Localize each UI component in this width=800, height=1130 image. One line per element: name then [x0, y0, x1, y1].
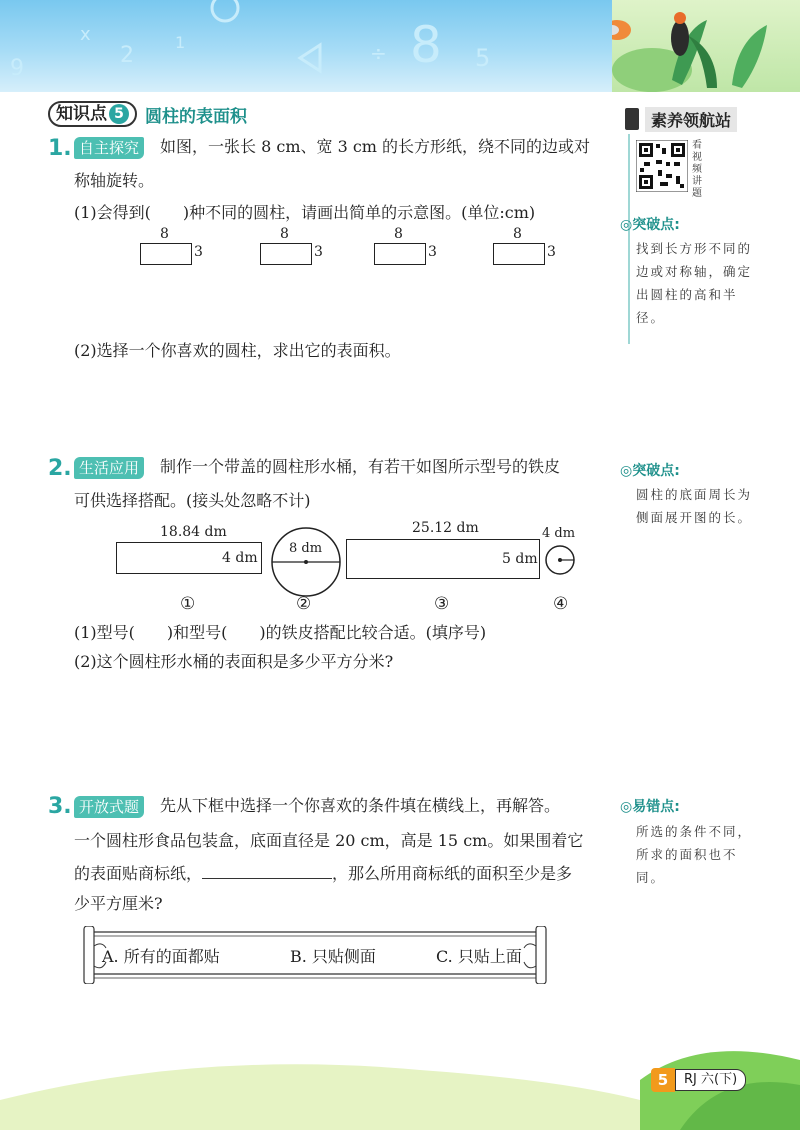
sheet-1-length-label: 18.84 dm: [160, 524, 227, 540]
question-1-number: 1.: [48, 136, 72, 161]
rect-width-label: 3: [194, 244, 203, 260]
knowledge-point-badge: [48, 101, 137, 127]
sheet-4-circle: [544, 544, 576, 576]
question-3-number: 3.: [48, 794, 72, 819]
question-3-line-3: [74, 862, 572, 885]
side-panel-title-text: 素养领航站: [645, 107, 737, 132]
page-number: 5: [651, 1068, 675, 1092]
note-head-3: ◎易错点:: [620, 799, 680, 815]
question-1-line-1: 如图，一张长 8 cm、宽 3 cm 的长方形纸，绕不同的边或对: [160, 137, 591, 156]
option-c[interactable]: C. 只贴上面: [436, 947, 522, 966]
question-2-sub-1: (1)型号( )和型号( )的铁皮搭配比较合适。(填序号): [74, 623, 487, 642]
rect-length-label: 8: [513, 226, 522, 242]
rect-width-label: 3: [428, 244, 437, 260]
sheet-1-width-label: 4 dm: [222, 550, 258, 566]
rect-length-label: 8: [280, 226, 289, 242]
note-text-2: 圆柱的底面周长为侧面展开图的长。: [636, 487, 753, 525]
deco-char: ÷: [370, 41, 387, 65]
question-3-line-3-start: 的表面贴商标纸，: [74, 864, 203, 883]
question-3-line-2: 一个圆柱形食品包装盒，底面直径是 20 cm，高是 15 cm。如果围着它: [74, 831, 584, 850]
marker-4: ④: [553, 594, 569, 614]
question-2-line-1: 制作一个带盖的圆柱形水桶，有若干如图所示型号的铁皮: [160, 457, 561, 476]
plant-illustration: [612, 0, 800, 92]
marker-2: ②: [296, 594, 312, 614]
knowledge-point-topic: 圆柱的表面积: [145, 106, 247, 127]
deco-char: 5: [475, 44, 491, 72]
rect-length-label: 8: [394, 226, 403, 242]
note-head-2: ◎突破点:: [620, 463, 680, 479]
question-2-tag: 生活应用: [74, 457, 144, 479]
rect-length-label: 8: [160, 226, 169, 242]
rect-width-label: 3: [314, 244, 323, 260]
knowledge-point-label: 知识点: [56, 104, 107, 124]
deco-char: 9: [10, 56, 24, 81]
note-head-1: ◎突破点:: [620, 217, 680, 233]
marker-3: ③: [434, 594, 450, 614]
deco-char: 8: [410, 16, 442, 74]
grade-label: RJ 六(下): [675, 1069, 746, 1091]
header-banner: [0, 0, 800, 92]
sheet-2-circle: [270, 526, 342, 598]
sheet-3-length-label: 25.12 dm: [412, 520, 479, 536]
question-3-tag: 开放式题: [74, 796, 144, 818]
qr-code-icon[interactable]: [636, 140, 688, 192]
option-a[interactable]: A. 所有的面都贴: [102, 947, 220, 966]
side-divider: [628, 134, 630, 344]
page-badge: [651, 1068, 746, 1092]
knowledge-point-number: 5: [109, 104, 129, 124]
deco-char: x: [80, 24, 91, 45]
question-2-number: 2.: [48, 456, 72, 481]
marker-1: ①: [180, 594, 196, 614]
option-b[interactable]: B. 只贴侧面: [290, 947, 376, 966]
question-1-sub-2: (2)选择一个你喜欢的圆柱，求出它的表面积。: [74, 341, 401, 360]
sheet-4-label: 4 dm: [542, 526, 576, 541]
question-2-line-2: 可供选择搭配。(接头处忽略不计): [74, 491, 311, 510]
deco-char: 2: [120, 43, 134, 68]
question-1-sub-1: (1)会得到( )种不同的圆柱，请画出简单的示意图。(单位:cm): [74, 203, 536, 222]
answer-blank[interactable]: [202, 862, 332, 879]
question-1-line-2: 称轴旋转。: [74, 171, 155, 190]
sheet-3-width-label: 5 dm: [502, 551, 538, 567]
qr-label: 看视频讲题: [692, 140, 702, 199]
question-2-sub-2: (2)这个圆柱形水桶的表面积是多少平方分米?: [74, 652, 394, 671]
question-3-line-4: 少平方厘米?: [74, 894, 163, 913]
rect-width-label: 3: [547, 244, 556, 260]
deco-char: 1: [175, 33, 186, 52]
note-text-1: 找到长方形不同的边或对称轴，确定出圆柱的高和半径。: [636, 241, 753, 325]
note-text-3: 所选的条件不同，所求的面积也不同。: [636, 824, 753, 885]
header-plant-panel: [612, 0, 800, 92]
question-3-line-1: 先从下框中选择一个你喜欢的条件填在横线上，再解答。: [160, 796, 561, 815]
question-3-line-3-end: ，那么所用商标纸的面积至少是多: [332, 864, 573, 883]
knowledge-point-title: [48, 100, 247, 128]
question-1-tag: 自主探究: [74, 137, 144, 159]
sheet-2-diameter-label: 8 dm: [289, 541, 323, 556]
book-icon: [625, 108, 639, 130]
side-panel-title: [625, 106, 737, 132]
